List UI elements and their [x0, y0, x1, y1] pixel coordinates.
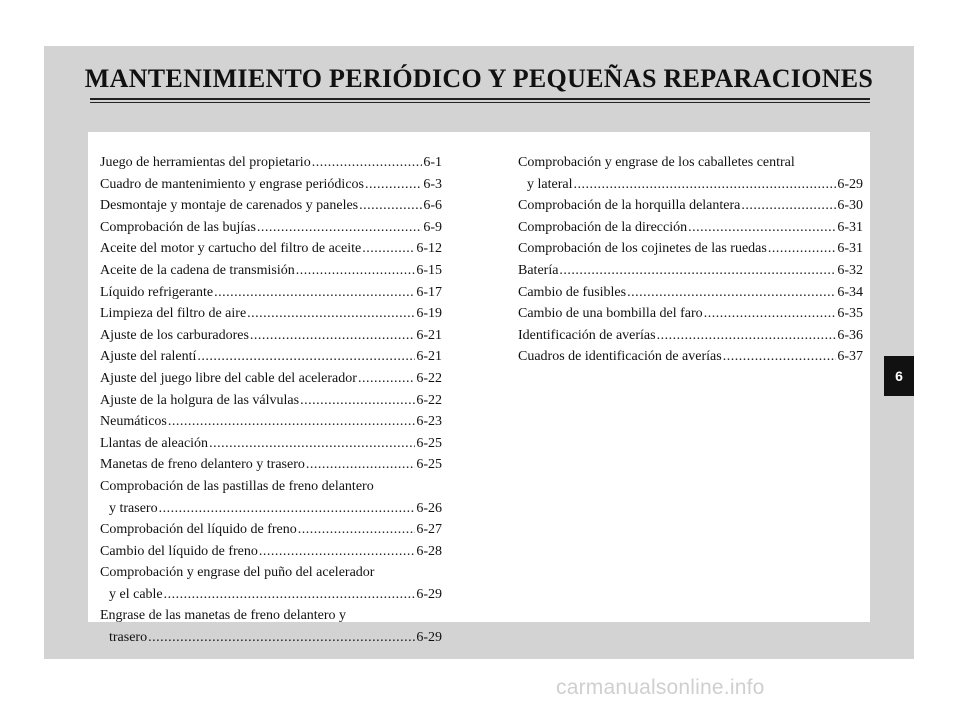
toc-entry-text: Batería	[518, 262, 559, 278]
page-title: MANTENIMIENTO PERIÓDICO Y PEQUEÑAS REPARACIONES	[84, 64, 874, 93]
dot-leader	[214, 282, 415, 304]
toc-entry[interactable]	[100, 411, 442, 433]
toc-page-number: 6-21	[416, 327, 442, 343]
toc-right-column	[518, 152, 863, 368]
dot-leader	[657, 325, 837, 347]
toc-entry-text: Identificación de averías	[518, 327, 656, 343]
chapter-tab[interactable]: 6	[884, 356, 914, 396]
dot-leader	[296, 260, 416, 282]
toc-entry-text: Aceite del motor y cartucho del filtro de aceite	[100, 241, 362, 257]
toc-entry-text: Comprobación de la dirección	[518, 219, 688, 235]
toc-entry[interactable]	[100, 260, 442, 282]
dot-leader	[209, 433, 415, 455]
toc-page-number: 6-30	[837, 198, 863, 214]
toc-entry[interactable]	[100, 217, 442, 239]
toc-page-number: 6-25	[416, 435, 442, 451]
dot-leader	[358, 368, 415, 390]
toc-page-number: 6-35	[837, 306, 863, 322]
toc-page-number: 6-36	[837, 327, 863, 343]
toc-page-number: 6-19	[416, 306, 442, 322]
toc-entry-text: Aceite de la cadena de transmisión	[100, 262, 295, 278]
toc-entry[interactable]	[100, 152, 442, 174]
toc-entry[interactable]	[100, 454, 442, 476]
toc-page-number: 6-26	[416, 500, 442, 516]
dot-leader	[688, 217, 836, 239]
toc-entry[interactable]	[100, 195, 442, 217]
toc-entry-text: Limpieza del filtro de aire	[100, 306, 247, 322]
dot-leader	[723, 346, 837, 368]
toc-entry-text: Manetas de freno delantero y trasero	[100, 457, 305, 473]
dot-leader	[168, 411, 415, 433]
toc-entry-text: Comprobación de los cojinetes de las ruedas	[518, 241, 767, 257]
toc-entry[interactable]	[100, 541, 442, 563]
toc-entry-text: Desmontaje y montaje de carenados y paneles	[100, 198, 359, 214]
toc-entry-text: Comprobación del líquido de freno	[100, 522, 297, 538]
toc-entry-text: Cambio del líquido de freno	[100, 543, 258, 559]
toc-entry-text: Comprobación de las bujías	[100, 219, 256, 235]
toc-entry[interactable]	[518, 346, 863, 368]
dot-leader	[298, 519, 416, 541]
dot-leader	[164, 584, 416, 606]
toc-entry[interactable]	[518, 174, 863, 196]
dot-leader	[359, 195, 422, 217]
dot-leader	[362, 238, 415, 260]
toc-entry-text: y trasero	[109, 500, 158, 516]
toc-page-number: 6-31	[837, 241, 863, 257]
toc-entry-text: Cambio de fusibles	[518, 284, 627, 300]
dot-leader	[627, 282, 836, 304]
toc-entry-text: Comprobación y engrase del puño del acelerador	[100, 565, 375, 581]
toc-page-number: 6-12	[416, 241, 442, 257]
toc-page-number: 6-22	[416, 370, 442, 386]
toc-entry[interactable]	[518, 238, 863, 260]
toc-page-number: 6-22	[416, 392, 442, 408]
toc-entry[interactable]	[100, 584, 442, 606]
dot-leader	[197, 346, 415, 368]
toc-page-number: 6-23	[416, 414, 442, 430]
toc-page-number: 6-21	[416, 349, 442, 365]
toc-entry-text: Ajuste de los carburadores	[100, 327, 249, 343]
title-rule	[90, 98, 870, 100]
toc-entry[interactable]	[100, 303, 442, 325]
toc-entry[interactable]	[100, 325, 442, 347]
title-rule-thin	[90, 102, 870, 103]
dot-leader	[300, 390, 415, 412]
toc-entry-text: Comprobación y engrase de los caballetes central	[518, 155, 795, 170]
toc-entry[interactable]	[100, 433, 442, 455]
toc-page-number: 6-29	[416, 630, 442, 646]
dot-leader	[704, 303, 837, 325]
toc-entry[interactable]	[100, 519, 442, 541]
toc-entry-text: Comprobación de las pastillas de freno delantero	[100, 478, 374, 494]
toc-entry[interactable]	[518, 282, 863, 304]
watermark: carmanualsonline.info	[556, 676, 765, 699]
toc-entry-text: y lateral	[527, 176, 573, 192]
toc-page-number: 6-34	[837, 284, 863, 300]
toc-page-number: 6-25	[416, 457, 442, 473]
toc-entry-text: Ajuste del juego libre del cable del acelerador	[100, 370, 357, 386]
toc-entry-text: Llantas de aleación	[100, 435, 209, 451]
dot-leader	[250, 325, 415, 347]
dot-leader	[257, 217, 422, 239]
toc-entry[interactable]	[100, 390, 442, 412]
dot-leader	[559, 260, 836, 282]
toc-entry-text: Ajuste de la holgura de las válvulas	[100, 392, 300, 408]
toc-entry[interactable]	[100, 498, 442, 520]
toc-entry[interactable]	[518, 260, 863, 282]
toc-entry[interactable]	[100, 238, 442, 260]
toc-page-number: 6-32	[837, 262, 863, 278]
toc-page-number: 6-1	[423, 155, 442, 170]
dot-leader	[148, 627, 415, 649]
toc-page-number: 6-15	[416, 262, 442, 278]
dot-leader	[159, 498, 416, 520]
toc-entry-text: Neumáticos	[100, 414, 167, 430]
dot-leader	[312, 152, 423, 174]
toc-entry[interactable]	[100, 368, 442, 390]
toc-entry[interactable]	[518, 217, 863, 239]
toc-entry-text: Cuadros de identificación de averías	[518, 349, 722, 365]
toc-left-column	[100, 152, 442, 649]
toc-entry-text: Comprobación de la horquilla delantera	[518, 198, 741, 214]
dot-leader	[259, 541, 415, 563]
toc-page-number: 6-9	[423, 219, 442, 235]
toc-page-number: 6-6	[423, 198, 442, 214]
toc-page-number: 6-27	[416, 522, 442, 538]
toc-entry[interactable]	[100, 346, 442, 368]
dot-leader	[247, 303, 415, 325]
dot-leader	[573, 174, 836, 196]
toc-entry-text: Cuadro de mantenimiento y engrase periódicos	[100, 176, 364, 192]
toc-page-number: 6-3	[423, 176, 442, 192]
toc-entry[interactable]	[100, 174, 442, 196]
toc-entry-text: Cambio de una bombilla del faro	[518, 306, 703, 322]
toc-page-number: 6-17	[416, 284, 442, 300]
dot-leader	[365, 174, 422, 196]
toc-entry-text: Líquido refrigerante	[100, 284, 214, 300]
toc-page-number: 6-28	[416, 543, 442, 559]
toc-entry-text: Juego de herramientas del propietario	[100, 155, 311, 170]
toc-entry-text: trasero	[109, 630, 148, 646]
toc-entry-text: Ajuste del ralentí	[100, 349, 197, 365]
toc-page-number: 6-37	[837, 349, 863, 365]
toc-page-number: 6-31	[837, 219, 863, 235]
toc-entry-text: Engrase de las manetas de freno delantero y	[100, 608, 347, 624]
dot-leader	[306, 454, 415, 476]
dot-leader	[741, 195, 836, 217]
toc-entry[interactable]	[100, 627, 442, 649]
toc-entry[interactable]	[518, 303, 863, 325]
toc-entry[interactable]	[100, 282, 442, 304]
toc-page-number: 6-29	[416, 586, 442, 602]
toc-page-number: 6-29	[837, 176, 863, 192]
toc-entry-text: y el cable	[109, 586, 163, 602]
toc-entry[interactable]	[518, 325, 863, 347]
dot-leader	[768, 238, 837, 260]
toc-entry[interactable]	[518, 195, 863, 217]
